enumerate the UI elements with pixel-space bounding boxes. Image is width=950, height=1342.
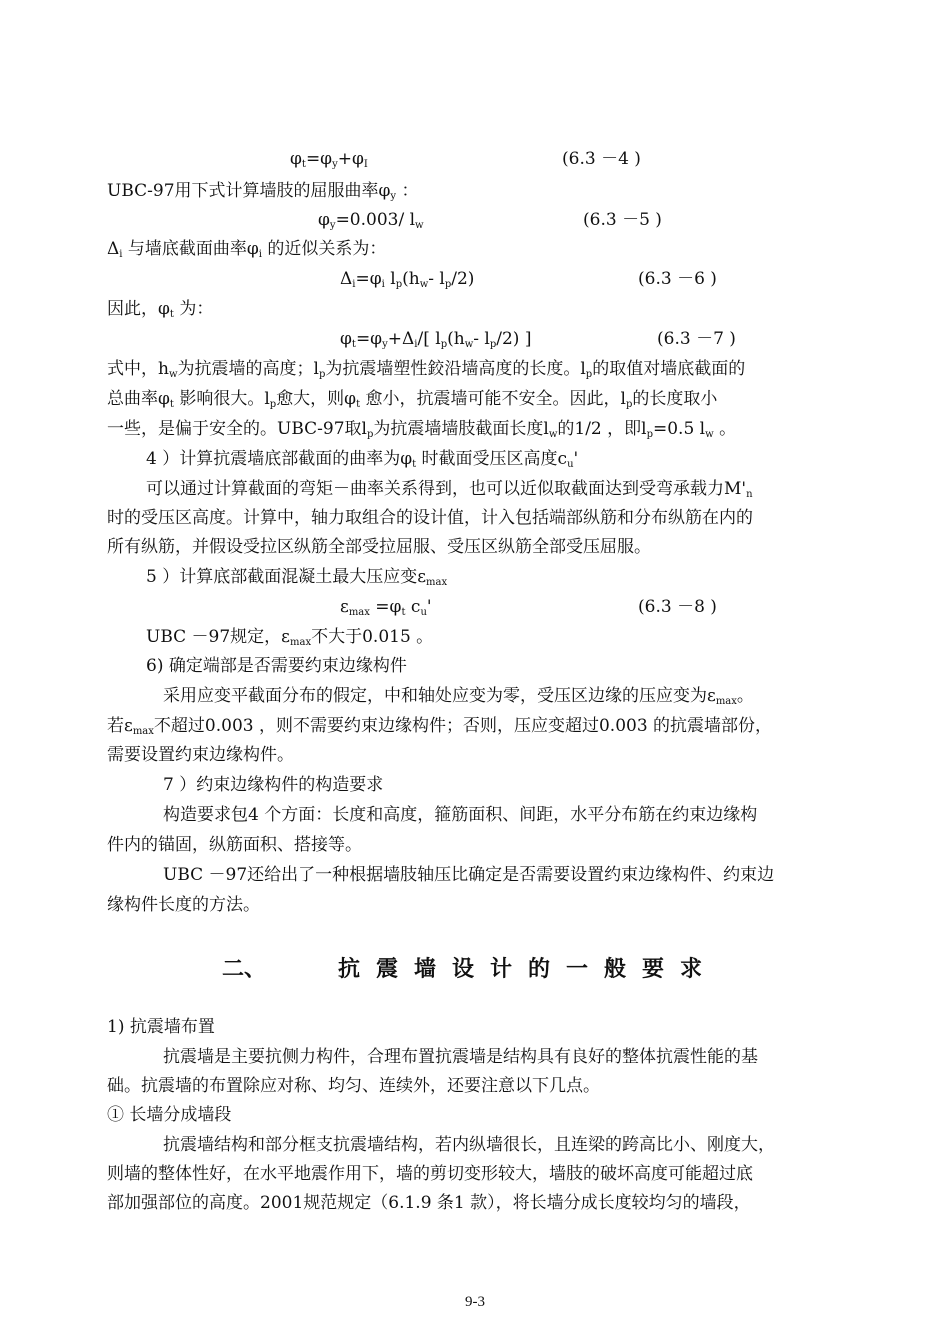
text-line: UBC-97用下式计算墙肢的屈服曲率$\varphi_y$ ： — [107, 181, 419, 202]
equation-number: (6.3 －5 ) — [583, 210, 662, 230]
text-line: 若$\varepsilon_{max}$不超过0.003 ，则不需要约束边缘构件；否则，压应变超过0.003 的抗震墙部份， — [107, 716, 773, 737]
equation-number: (6.3 －7 ) — [657, 329, 736, 349]
text-line: UBC －97规定，$\varepsilon_{max}$不大于0.015 。 — [146, 627, 434, 648]
text-line: 则墙的整体性好，在水平地震作用下，墙的剪切变形较大，墙肢的破坏高度可能超过底 — [107, 1164, 753, 1184]
text-line: 抗震墙是主要抗侧力构件，合理布置抗震墙是结构具有良好的整体抗震性能的基 — [163, 1047, 758, 1067]
heading-number: 二、 — [222, 957, 267, 982]
text-line: 采用应变平截面分布的假定，中和轴处应变为零，受压区边缘的压应变为$\varepsilon_{max}$。 — [163, 686, 754, 707]
text-line: 础。抗震墙的布置除应对称、均匀、连续外，还要注意以下几点。 — [107, 1076, 600, 1096]
heading-char: 般 — [604, 957, 627, 982]
section-heading — [0, 952, 950, 982]
heading-char: 墙 — [414, 957, 437, 982]
text-line: 所有纵筋，并假设受拉区纵筋全部受拉屈服、受压区纵筋全部受压屈服。 — [107, 537, 651, 557]
heading-char: 设 — [452, 957, 475, 982]
text-line: 7 ）约束边缘构件的构造要求 — [163, 775, 384, 795]
text-line: UBC －97还给出了一种根据墙肢轴压比确定是否需要设置约束边缘构件、约束边 — [163, 865, 775, 885]
heading-char: 抗 — [338, 957, 361, 982]
heading-char: 震 — [376, 957, 399, 982]
text-line: $\Delta_i$ 与墙底截面曲率$\varphi_i$ 的近似关系为： — [107, 239, 387, 260]
page-number: 9-3 — [465, 1294, 485, 1310]
heading-char: 的 — [528, 957, 551, 982]
equation-6-3-4: $\varphi_t=\varphi_y+\varphi_I$ — [290, 149, 368, 170]
text-line: 时的受压区高度。计算中，轴力取组合的设计值，计入包括端部纵筋和分布纵筋在内的 — [107, 508, 753, 528]
text-line: 可以通过计算截面的弯矩－曲率关系得到，也可以近似取截面达到受弯承载力$M'_n$ — [146, 479, 753, 500]
text-line: 5 ）计算底部截面混凝土最大压应变$\varepsilon_{max}$ — [146, 567, 448, 588]
equation-6-3-6: $\Delta_i=\varphi_i$ $l_p(h_w-$ $l_p/2$) — [340, 269, 475, 290]
text-line: 4 ）计算抗震墙底部截面的曲率为$\varphi_t$ 时截面受压区高度$c_u'$ — [146, 449, 579, 470]
text-line: 构造要求包4 个方面：长度和高度，箍筋面积、间距，水平分布筋在约束边缘构 — [163, 805, 758, 825]
text-line: 部加强部位的高度。2001规范规定（6.1.9 条1 款），将长墙分成长度较均匀的墙段， — [107, 1193, 751, 1213]
text-line: 抗震墙结构和部分框支抗震墙结构，若内纵墙很长，且连梁的跨高比小、刚度大， — [163, 1135, 775, 1155]
text-line: 因此，$\varphi_t$ 为： — [107, 299, 214, 320]
heading-char: 求 — [680, 957, 703, 982]
list-item-heading: ① 长墙分成墙段 — [107, 1105, 232, 1125]
text-line: 6) 确定端部是否需要约束边缘构件 — [146, 656, 407, 676]
text-line: 总曲率$\varphi_t$ 影响很大。$l_p$愈大，则$\varphi_t$ 愈小，抗震墙可能不安全。因此，$l_p$的长度取小 — [107, 389, 718, 410]
text-line: 式中，$h_w$为抗震墙的高度；$l_p$为抗震墙塑性鉸沿墙高度的长度。$l_p$的取值对墙底截面的 — [107, 359, 746, 380]
heading-char: 一 — [566, 957, 589, 982]
text-line: 件内的锚固，纵筋面积、搭接等。 — [107, 835, 362, 855]
text-line: 需要设置约束边缘构件。 — [107, 745, 294, 765]
heading-char: 要 — [642, 957, 665, 982]
equation-number: (6.3 －8 ) — [638, 597, 717, 617]
equation-6-3-8: $\varepsilon_{max} =\varphi_t$ $c_u'$ — [340, 597, 432, 618]
list-item-heading: 1) 抗震墙布置 — [107, 1017, 215, 1037]
text-line: 一些，是偏于安全的。UBC-97取$l_p$为抗震墙墙肢截面长度$l_w$的1/2 ，即$l_p=0.5$ $l_w$ 。 — [107, 419, 737, 440]
text-line: 缘构件长度的方法。 — [107, 895, 260, 915]
heading-char: 计 — [490, 957, 513, 982]
equation-6-3-7: $\varphi_t=\varphi_y+\Delta_i/$[ $l_p(h_w-$ $l_p/2$) ] — [340, 329, 532, 350]
equation-number: (6.3 －4 ) — [562, 149, 641, 169]
equation-6-3-5: $\varphi_y=0.003/$ $l_w$ — [318, 210, 424, 231]
equation-number: (6.3 －6 ) — [638, 269, 717, 289]
